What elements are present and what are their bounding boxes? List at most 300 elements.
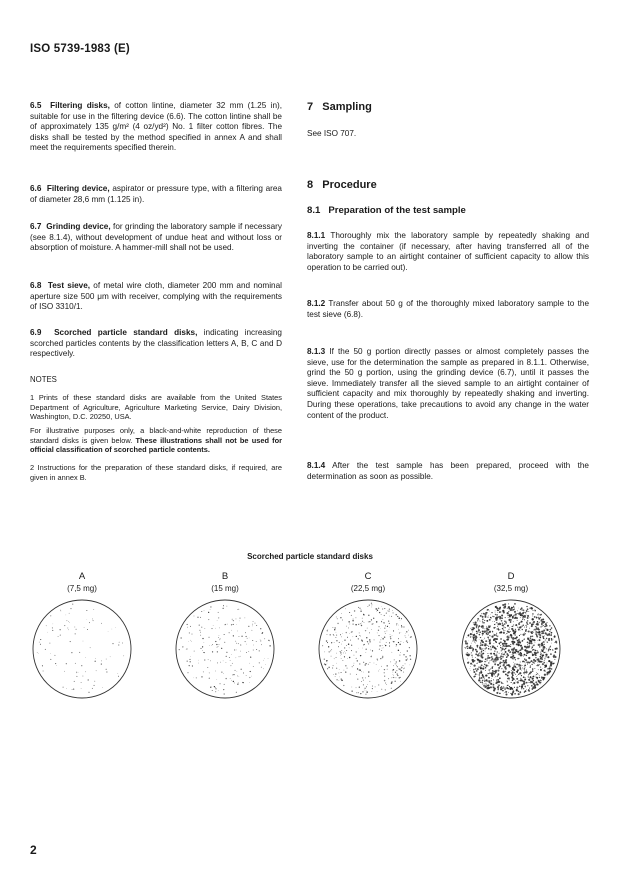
scorched-particle — [467, 648, 468, 649]
scorched-particle — [224, 642, 225, 643]
scorched-particle — [233, 681, 234, 682]
scorched-particle — [355, 617, 356, 618]
scorched-particle — [542, 678, 544, 680]
scorched-particle — [527, 662, 529, 664]
scorched-particle — [550, 664, 552, 666]
scorched-particle — [379, 642, 380, 643]
scorched-particle — [71, 652, 72, 653]
scorched-particle — [64, 625, 65, 626]
scorched-particle — [353, 665, 354, 666]
scorched-particle — [489, 661, 490, 662]
scorched-particle — [361, 671, 362, 672]
scorched-particle — [181, 637, 182, 638]
scorched-particle — [509, 665, 511, 667]
scorched-particle — [491, 618, 492, 619]
scorched-particle — [535, 649, 536, 650]
scorched-particle — [208, 612, 209, 613]
scorched-particle — [327, 660, 328, 661]
scorched-particle — [410, 665, 411, 666]
scorched-particle — [497, 688, 499, 690]
scorched-particle — [364, 690, 365, 691]
scorched-particle — [200, 617, 201, 618]
scorched-particle — [536, 634, 537, 635]
scorched-particle — [493, 634, 495, 636]
scorched-particle — [526, 689, 527, 690]
scorched-particle — [352, 690, 353, 691]
scorched-particle — [246, 644, 247, 645]
scorched-particle — [201, 611, 202, 612]
scorched-particle — [231, 624, 232, 625]
scorched-particle — [468, 641, 469, 642]
scorched-particle — [61, 611, 62, 612]
scorched-particle — [524, 615, 526, 617]
scorched-particle — [507, 680, 508, 681]
scorched-particle — [217, 647, 218, 648]
scorched-particle — [399, 632, 400, 633]
scorched-particle — [212, 651, 213, 652]
scorched-particle — [343, 685, 344, 686]
scorched-particle — [539, 677, 540, 678]
scorched-particle — [122, 643, 123, 644]
clause-text: of metal wire cloth, diameter 200 mm and nominal aperture size 500 μm with receiver, complying with the requirements of ISO 3310/1. — [30, 281, 282, 312]
scorched-particle — [542, 619, 543, 620]
scorched-particle — [526, 655, 528, 657]
scorched-particle — [540, 666, 541, 667]
scorched-particle — [341, 650, 342, 651]
scorched-particle — [479, 660, 481, 662]
scorched-particle — [226, 678, 227, 679]
scorched-particle — [533, 686, 535, 688]
scorched-particle — [345, 671, 346, 672]
scorched-particle — [466, 643, 468, 645]
scorched-particle — [357, 660, 358, 661]
disk-c-mass: (22,5 mg) — [350, 584, 386, 593]
scorched-particle — [365, 630, 366, 631]
scorched-particle — [361, 681, 362, 682]
scorched-particle — [496, 654, 498, 656]
scorched-particle — [538, 684, 539, 685]
scorched-particle — [524, 674, 525, 675]
scorched-particle — [527, 664, 528, 665]
scorched-particle — [551, 627, 553, 629]
scorched-particle — [345, 665, 346, 666]
scorched-particle — [393, 612, 394, 613]
scorched-particle — [84, 627, 85, 628]
scorched-particle — [546, 638, 547, 639]
scorched-particle — [488, 687, 490, 689]
scorched-particle — [209, 637, 210, 638]
scorched-particle — [340, 617, 341, 618]
scorched-particle — [216, 644, 217, 645]
scorched-particle — [516, 676, 517, 677]
scorched-particle — [533, 622, 535, 624]
scorched-particle — [516, 689, 518, 691]
scorched-particle — [338, 646, 339, 647]
clause-number: 8.1.3 — [307, 347, 326, 356]
scorched-particle — [520, 655, 521, 656]
scorched-particle — [383, 623, 384, 624]
scorched-particle — [112, 629, 113, 630]
scorched-particle — [227, 624, 228, 625]
scorched-particle — [533, 632, 534, 633]
scorched-particle — [514, 611, 516, 613]
scorched-particle — [526, 606, 527, 607]
scorched-particle — [230, 665, 231, 666]
scorched-particle — [118, 676, 119, 677]
scorched-particle — [542, 642, 543, 643]
scorched-particle — [504, 642, 506, 644]
scorched-particle — [482, 683, 483, 684]
clause-text: Transfer about 50 g of the thoroughly mixed laboratory sample to the test sieve (6.8). — [307, 299, 589, 319]
scorched-particle — [480, 666, 481, 667]
scorched-particle — [333, 634, 334, 635]
scorched-particle — [356, 692, 357, 693]
scorched-particle — [372, 650, 373, 651]
scorched-particle — [484, 631, 486, 633]
scorched-particle — [538, 669, 539, 670]
scorched-particle — [262, 632, 263, 633]
scorched-particle — [516, 664, 518, 666]
scorched-particle — [229, 657, 230, 658]
scorched-particle — [509, 636, 510, 637]
scorched-particle — [473, 671, 475, 673]
scorched-particle — [543, 644, 544, 645]
clause-text: aspirator or pressure type, with a filtering area of diameter 28,6 mm (1.125 in). — [30, 184, 282, 204]
scorched-particle — [482, 619, 483, 620]
scorched-particle — [189, 665, 190, 666]
scorched-particle — [483, 685, 485, 687]
scorched-particle — [513, 606, 514, 607]
scorched-particle — [371, 603, 372, 604]
scorched-particle — [470, 663, 472, 665]
scorched-particle — [484, 616, 486, 618]
scorched-particle — [360, 669, 361, 670]
scorched-particle — [512, 630, 514, 632]
scorched-particle — [540, 669, 542, 671]
scorched-particle — [81, 665, 82, 666]
scorched-particle — [393, 630, 394, 631]
note-text: For illustrative purposes only, a black-and-white reproduction of these standard disks is given below. — [30, 426, 282, 445]
scorched-particle — [245, 641, 246, 642]
scorched-particle — [378, 608, 379, 609]
scorched-particle — [518, 623, 519, 624]
scorched-particle — [375, 686, 376, 687]
scorched-particle — [547, 656, 549, 658]
scorched-particle — [530, 671, 531, 672]
scorched-particle — [531, 660, 533, 662]
scorched-particle — [187, 627, 188, 628]
scorched-particle — [517, 636, 518, 637]
scorched-particle — [553, 656, 554, 657]
scorched-particle — [519, 658, 520, 659]
scorched-particle — [347, 658, 348, 659]
scorched-particle — [513, 682, 515, 684]
scorched-particle — [88, 679, 89, 680]
scorched-particle — [524, 632, 525, 633]
scorched-particle — [218, 612, 219, 613]
disk-d-mass: (32,5 mg) — [493, 584, 529, 593]
scorched-particle — [525, 671, 527, 673]
scorched-particle — [553, 663, 554, 664]
scorched-particle — [525, 663, 526, 664]
scorched-particle — [505, 645, 507, 647]
scorched-particle — [366, 690, 367, 691]
scorched-particle — [358, 638, 359, 639]
scorched-particle — [532, 668, 534, 670]
scorched-particle — [340, 651, 341, 652]
scorched-particle — [487, 685, 489, 687]
scorched-particle — [223, 661, 224, 662]
scorched-particle — [536, 665, 537, 666]
scorched-particle — [493, 653, 495, 655]
scorched-particle — [541, 651, 542, 652]
scorched-particle — [349, 657, 350, 658]
scorched-particle — [232, 674, 233, 675]
scorched-particle — [506, 694, 508, 696]
scorched-particle — [521, 644, 522, 645]
scorched-particle — [214, 686, 215, 687]
scorched-particle — [495, 670, 497, 672]
scorched-particle — [488, 632, 490, 634]
scorched-particle — [542, 635, 543, 636]
scorched-particle — [537, 659, 539, 661]
scorched-particle — [213, 625, 214, 626]
scorched-particle — [390, 636, 391, 637]
scorched-particle — [369, 641, 370, 642]
scorched-particle — [393, 672, 394, 673]
scorched-particle — [366, 691, 367, 692]
scorched-particle — [387, 665, 388, 666]
scorched-particle — [465, 647, 466, 648]
scorched-particle — [218, 617, 219, 618]
scorched-particle — [250, 657, 251, 658]
scorched-particle — [505, 651, 507, 653]
scorched-particle — [507, 675, 509, 677]
scorched-particle — [212, 645, 213, 646]
scorched-particle — [545, 654, 547, 656]
clause-text: of cotton lintine, diameter 32 mm (1.25 in), suitable for use in the filtering device (6.6). The cotton lintine shall be of approximately 135 g/m² (4 oz/yd²) No. 1 filter cotton fibres. The disks shall be tested by the method specified in annex A and shall meet the requirements specified therein. — [30, 101, 282, 153]
scorched-particle — [529, 672, 531, 674]
scorched-particle — [232, 663, 233, 664]
scorched-particle — [518, 644, 520, 646]
scorched-particle — [268, 658, 269, 659]
scorched-particle — [249, 682, 250, 683]
scorched-particle — [540, 656, 542, 658]
scorched-particle — [252, 640, 253, 641]
scorched-particle — [545, 652, 546, 653]
scorched-particle — [537, 650, 538, 651]
scorched-particle — [538, 633, 540, 635]
scorched-particle — [363, 644, 364, 645]
scorched-particle — [405, 637, 406, 638]
scorched-particle — [505, 627, 506, 628]
scorched-particle — [483, 676, 485, 678]
scorched-particle — [349, 648, 350, 649]
scorched-particle — [218, 690, 219, 691]
scorched-particle — [348, 628, 349, 629]
scorched-particle — [342, 620, 343, 621]
scorched-particle — [507, 612, 509, 614]
scorched-particle — [492, 630, 493, 631]
scorched-particle — [478, 629, 480, 631]
scorched-particle — [400, 655, 401, 656]
scorched-particle — [516, 678, 518, 680]
scorched-particle — [509, 614, 511, 616]
scorched-particle — [344, 639, 345, 640]
scorched-particle — [256, 649, 257, 650]
scorched-particle — [554, 651, 556, 653]
scorched-particle — [179, 649, 180, 650]
scorched-particle — [492, 616, 493, 617]
scorched-particle — [474, 624, 476, 626]
scorched-particle — [500, 666, 502, 668]
scorched-particle — [488, 669, 490, 671]
scorched-particle — [541, 649, 542, 650]
scorched-particle — [493, 639, 495, 641]
scorched-particle — [490, 647, 491, 648]
scorched-particle — [537, 664, 539, 666]
scorched-particle — [542, 661, 543, 662]
scorched-particle — [474, 634, 475, 635]
scorched-particle — [106, 671, 107, 672]
scorched-particle — [520, 630, 521, 631]
scorched-particle — [521, 608, 522, 609]
scorched-particle — [535, 681, 537, 683]
scorched-particle — [341, 654, 342, 655]
clause-text: for grinding the laboratory sample if necessary (see 8.1.4), without development of undue heat and without loss or absorption of moisture. A hammer-mill shall not be used. — [30, 222, 282, 253]
scorched-particle — [239, 617, 240, 618]
scorched-particle — [519, 622, 520, 623]
scorched-particle — [489, 619, 491, 621]
scorched-particle — [398, 650, 399, 651]
scorched-particle — [349, 612, 350, 613]
scorched-particle — [368, 676, 369, 677]
scorched-particle — [72, 689, 73, 690]
scorched-particle — [490, 683, 492, 685]
scorched-particle — [465, 640, 467, 642]
scorched-particle — [64, 671, 65, 672]
scorched-particle — [501, 668, 502, 669]
scorched-particle — [378, 635, 379, 636]
scorched-particle — [517, 654, 518, 655]
scorched-particle — [401, 667, 402, 668]
scorched-particle — [367, 628, 368, 629]
scorched-particle — [524, 664, 526, 666]
scorched-particle — [529, 662, 530, 663]
scorched-particle — [393, 677, 394, 678]
scorched-particle — [72, 604, 73, 605]
scorched-particle — [379, 649, 380, 650]
disk-b-mass: (15 mg) — [211, 584, 239, 593]
scorched-particle — [467, 658, 468, 659]
scorched-particle — [485, 641, 486, 642]
scorched-particle — [553, 656, 554, 657]
scorched-particle — [546, 648, 547, 649]
scorched-particle — [237, 671, 238, 672]
scorched-particle — [335, 676, 336, 677]
scorched-particle — [331, 656, 332, 657]
scorched-particle — [550, 634, 552, 636]
scorched-particle — [189, 632, 190, 633]
scorched-particle — [507, 631, 509, 633]
scorched-particle — [354, 663, 355, 664]
scorched-particle — [518, 674, 519, 675]
scorched-particle — [512, 674, 514, 676]
scorched-particle — [239, 621, 240, 622]
disk-d-letter: D — [507, 571, 515, 582]
scorched-particle — [391, 688, 392, 689]
scorched-particle — [260, 639, 261, 640]
scorched-particle — [485, 675, 487, 677]
scorched-particle — [401, 625, 402, 626]
scorched-particle — [530, 681, 531, 682]
scorched-particle — [332, 627, 333, 628]
scorched-particle — [226, 662, 227, 663]
clause-8-1-2 — [307, 299, 589, 320]
scorched-particle — [532, 636, 534, 638]
scorched-disk-b — [174, 598, 276, 700]
scorched-particle — [520, 652, 521, 653]
scorched-particle — [542, 625, 543, 626]
scorched-particle — [539, 622, 540, 623]
scorched-particle — [522, 647, 523, 648]
scorched-particle — [331, 649, 332, 650]
scorched-disk-d — [460, 598, 562, 700]
scorched-particle — [396, 670, 397, 671]
scorched-particle — [389, 627, 390, 628]
scorched-particle — [530, 637, 532, 639]
scorched-particle — [522, 661, 524, 663]
note-warning: These illustrations shall not be used for official classification of scorched particle contents. — [30, 435, 282, 455]
scorched-particle — [360, 655, 361, 656]
scorched-particle — [511, 682, 512, 683]
scorched-particle — [377, 659, 378, 660]
scorched-particle — [341, 672, 342, 673]
scorched-particle — [553, 639, 554, 640]
scorched-particle — [507, 615, 508, 616]
scorched-particle — [479, 639, 480, 640]
scorched-particle — [410, 659, 411, 660]
scorched-particle — [500, 611, 501, 612]
scorched-particle — [351, 631, 352, 632]
scorched-particle — [546, 673, 548, 675]
scorched-particle — [81, 688, 82, 689]
scorched-particle — [492, 621, 493, 622]
scorched-particle — [398, 638, 399, 639]
scorched-particle — [234, 649, 235, 650]
scorched-particle — [494, 671, 495, 672]
scorched-particle — [484, 680, 486, 682]
scorched-particle — [513, 662, 514, 663]
scorched-particle — [383, 648, 384, 649]
scorched-particle — [382, 657, 383, 658]
disk-c-letter: C — [364, 571, 372, 582]
scorched-particle — [366, 652, 367, 653]
scorched-particle — [396, 614, 397, 615]
scorched-particle — [516, 671, 517, 672]
scorched-particle — [544, 670, 545, 671]
scorched-particle — [407, 650, 408, 651]
scorched-particle — [488, 655, 489, 656]
scorched-particle — [509, 608, 511, 610]
scorched-particle — [329, 651, 330, 652]
scorched-particle — [541, 655, 542, 656]
scorched-particle — [371, 607, 372, 608]
scorched-particle — [545, 648, 546, 649]
scorched-particle — [547, 633, 548, 634]
scorched-particle — [382, 638, 383, 639]
scorched-particle — [226, 652, 227, 653]
